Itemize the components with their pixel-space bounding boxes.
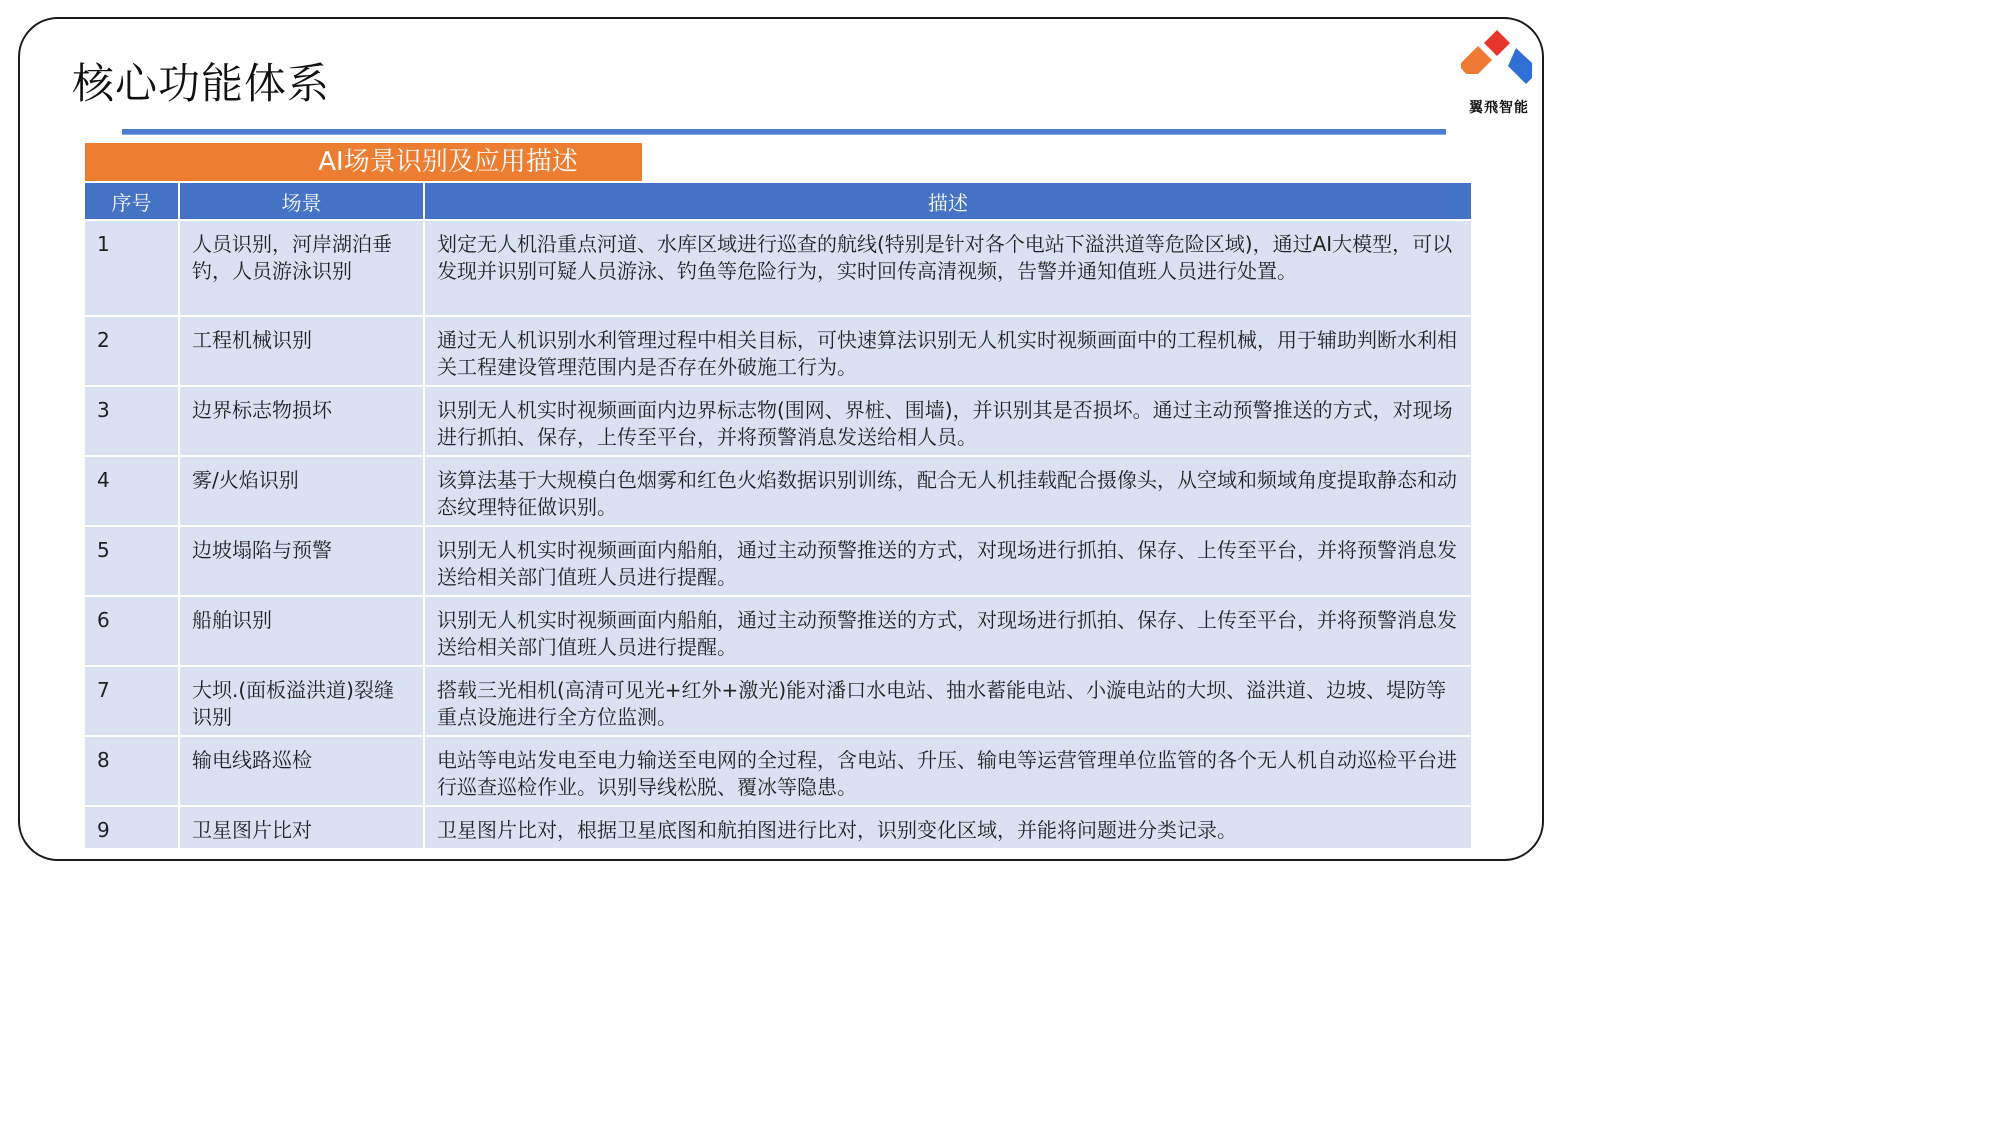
scenario-table [85, 183, 1471, 848]
table-row [85, 386, 1471, 456]
row-number: 6 [85, 596, 179, 666]
table-row [85, 596, 1471, 666]
row-scene: 边界标志物损坏 [179, 386, 424, 456]
section-title: AI场景识别及应用描述 [318, 147, 578, 177]
row-number: 1 [85, 220, 179, 316]
table-row [85, 806, 1471, 848]
row-description: 通过无人机识别水利管理过程中相关目标，可快速算法识别无人机实时视频画面中的工程机械，用于辅助判断水利相关工程建设管理范围内是否存在外破施工行为。 [424, 316, 1471, 386]
section-header-bar [85, 143, 642, 181]
table-row [85, 316, 1471, 386]
row-description: 该算法基于大规模白色烟雾和红色火焰数据识别训练，配合无人机挂载配合摄像头，从空域和频域角度提取静态和动态纹理特征做识别。 [424, 456, 1471, 526]
table-row [85, 736, 1471, 806]
row-description: 卫星图片比对，根据卫星底图和航拍图进行比对，识别变化区域，并能将问题进分类记录。 [424, 806, 1471, 848]
row-description: 划定无人机沿重点河道、水库区域进行巡查的航线(特别是针对各个电站下溢洪道等危险区域)，通过AI大模型，可以发现并识别可疑人员游泳、钓鱼等危险行为，实时回传高清视频，告警并通知值班人员进行处置。 [424, 220, 1471, 316]
row-description: 识别无人机实时视频画面内船舶，通过主动预警推送的方式，对现场进行抓拍、保存、上传至平台，并将预警消息发送给相关部门值班人员进行提醒。 [424, 596, 1471, 666]
logo-red-diamond [1484, 30, 1510, 56]
table-row [85, 666, 1471, 736]
row-number: 5 [85, 526, 179, 596]
row-description: 识别无人机实时视频画面内边界标志物(围网、界桩、围墙)，并识别其是否损坏。通过主动预警推送的方式，对现场进行抓拍、保存，上传至平台，并将预警消息发送给相人员。 [424, 386, 1471, 456]
header-scene: 场景 [179, 183, 424, 220]
header-desc: 描述 [424, 183, 1471, 220]
row-description: 识别无人机实时视频画面内船舶，通过主动预警推送的方式，对现场进行抓拍、保存、上传至平台，并将预警消息发送给相关部门值班人员进行提醒。 [424, 526, 1471, 596]
title-underline [122, 129, 1446, 135]
row-number: 3 [85, 386, 179, 456]
row-scene: 边坡塌陷与预警 [179, 526, 424, 596]
row-number: 8 [85, 736, 179, 806]
table-row [85, 220, 1471, 316]
row-scene: 大坝.(面板溢洪道)裂缝识别 [179, 666, 424, 736]
table-header-row [85, 183, 1471, 220]
header-no: 序号 [85, 183, 179, 220]
row-number: 9 [85, 806, 179, 848]
row-description: 搭载三光相机(高清可见光+红外+激光)能对潘口水电站、抽水蓄能电站、小漩电站的大坝、溢洪道、边坡、堤防等重点设施进行全方位监测。 [424, 666, 1471, 736]
table-row [85, 456, 1471, 526]
logo-orange-shape [1461, 46, 1492, 74]
row-scene: 卫星图片比对 [179, 806, 424, 848]
row-scene: 输电线路巡检 [179, 736, 424, 806]
row-number: 2 [85, 316, 179, 386]
page-title: 核心功能体系 [72, 59, 331, 108]
row-number: 7 [85, 666, 179, 736]
row-scene: 人员识别，河岸湖泊垂钓，人员游泳识别 [179, 220, 424, 316]
row-scene: 工程机械识别 [179, 316, 424, 386]
logo-blue-shape [1508, 48, 1532, 84]
row-scene: 雾/火焰识别 [179, 456, 424, 526]
row-number: 4 [85, 456, 179, 526]
table-row [85, 526, 1471, 596]
row-scene: 船舶识别 [179, 596, 424, 666]
row-description: 电站等电站发电至电力输送至电网的全过程，含电站、升压、输电等运营管理单位监管的各个无人机自动巡检平台进行巡查巡检作业。识别导线松脱、覆冰等隐患。 [424, 736, 1471, 806]
logo-text: 翼飛智能 [1469, 100, 1529, 116]
